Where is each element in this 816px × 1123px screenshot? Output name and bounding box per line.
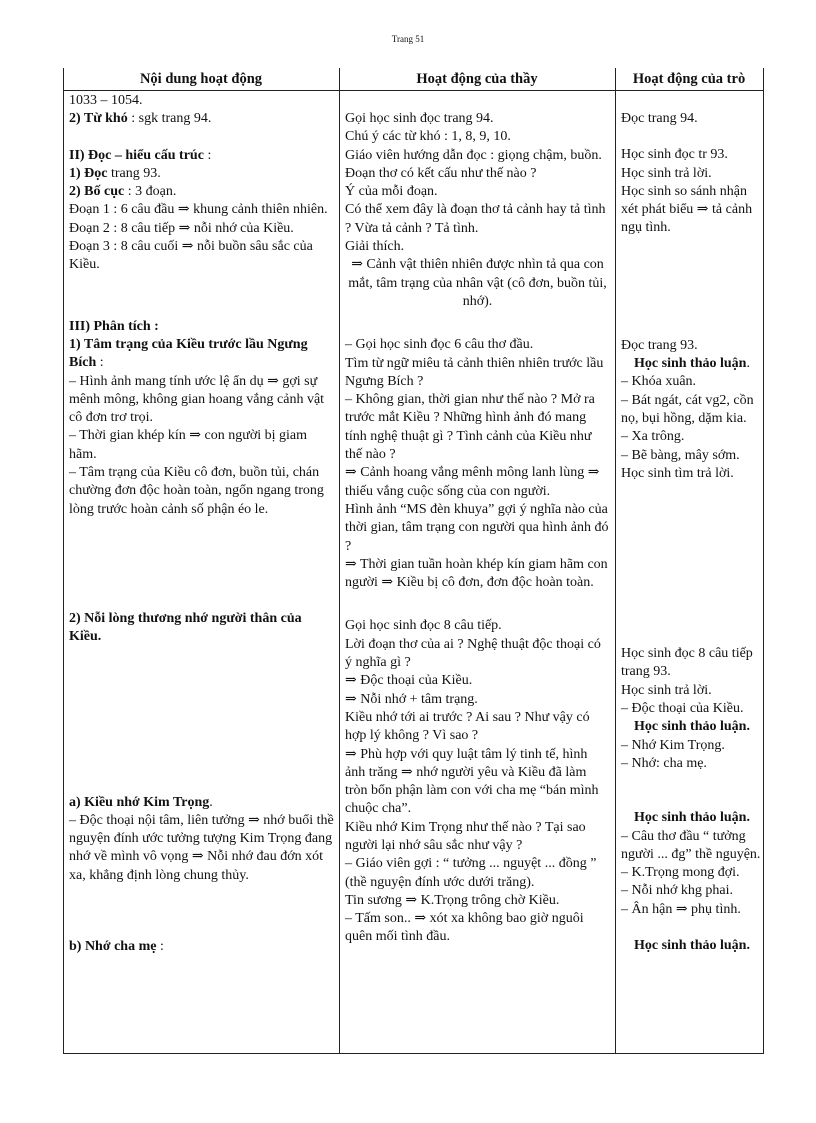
teacher-line: Tìm từ ngữ miêu tả cảnh thiên nhiên trước lầu Ngưng Bích ?: [345, 355, 604, 389]
teacher-line: Đoạn thơ có kết cấu như thế nào ?: [345, 165, 537, 181]
teacher-line: ⇒ Cảnh hoang vắng mênh mông lanh lùng ⇒ thiếu vắng cuộc sống của con người.: [345, 465, 600, 499]
read-heading: 1) Đọc: [69, 165, 108, 181]
student-line: – Nhớ: cha mẹ.: [621, 755, 707, 771]
colon: :: [159, 939, 164, 955]
column-divider-1: [339, 68, 340, 1054]
teacher-line: Có thể xem đây là đoạn thơ tả cảnh hay tả tình ? Vừa tả cảnh ? Tả tình.: [345, 202, 606, 236]
subsection-heading-2: 2) Nỗi lòng thương nhớ người thân của Kiều.: [69, 610, 302, 645]
subsection-heading-1: 1) Tâm trạng của Kiều trước lầu Ngưng Bích: [69, 336, 308, 371]
layout-text: : 3 đoạn.: [127, 184, 177, 200]
teacher-line: Kiều nhớ Kim Trọng như thế nào ? Tại sao người lại nhớ sâu sắc như vậy ?: [345, 819, 586, 853]
subsection-line: [69, 938, 335, 956]
section-heading-3: III) Phân tích :: [69, 318, 159, 334]
section-line: [69, 147, 335, 165]
student-line: Học sinh đọc 8 câu tiếp trang 93.: [621, 646, 753, 680]
header-student: Hoạt động của trò: [632, 71, 746, 87]
read-text: trang 93.: [111, 165, 161, 181]
teacher-line: Giải thích.: [345, 239, 405, 255]
vocab-heading: 2) Từ khó: [69, 111, 128, 127]
read-line: [69, 165, 335, 183]
student-line: – Bát ngát, cát vg2, cồn nọ, bụi hồng, dặm kia.: [621, 392, 754, 426]
section-heading-2: II) Đọc – hiểu cấu trúc: [69, 147, 204, 163]
student-line: – Nhớ Kim Trọng.: [621, 737, 725, 753]
subsection-heading-b: b) Nhớ cha mẹ: [69, 939, 157, 955]
teacher-line: Giáo viên hướng dẫn đọc : giọng chậm, buồn.: [345, 147, 602, 163]
teacher-line: – Tấm son.. ⇒ xót xa không bao giờ nguôi quên mối tình đầu.: [345, 911, 584, 945]
colon: :: [99, 355, 104, 371]
analysis-item: – Hình ảnh mang tính ước lệ ẩn dụ ⇒ gợi sự mênh mông, không gian hoang vắng cảnh vật cô đơn trơ trọi.: [69, 373, 325, 426]
teacher-line: Gọi học sinh đọc 8 câu tiếp.: [345, 618, 502, 634]
student-discuss: Học sinh thảo luận.: [634, 810, 750, 826]
vocab-text: : sgk trang 94.: [131, 111, 212, 127]
student-line: Học sinh tìm trả lời.: [621, 465, 734, 481]
column-divider-2: [615, 68, 616, 1054]
subsection-line: [69, 794, 335, 812]
analysis-item: – Độc thoại nội tâm, liên tưởng ⇒ nhớ buổi thề nguyện đính ước tưởng tượng Kim Trọng đang nhớ về mình vô vọng ⇒ Nỗi nhớ đau đớn xót xa, khẳng định lòng chung thủy.: [69, 812, 334, 883]
teacher-line: ⇒ Phù hợp với quy luật tâm lý tinh tế, hình ảnh trăng ⇒ nhớ người yêu và Kiều đã làm tròn bổn phận làm con với cha mẹ “bán mình chuộc cha”.: [345, 746, 599, 817]
teacher-line: ⇒ Độc thoại của Kiều.: [345, 673, 473, 689]
teacher-column: [345, 92, 610, 947]
period: .: [209, 794, 213, 810]
teacher-line: Lời đoạn thơ của ai ? Nghệ thuật độc thoại có ý nghĩa gì ?: [345, 636, 601, 671]
paragraph-2: Đoạn 2 : 8 câu tiếp ⇒ nỗi nhớ của Kiều.: [69, 220, 294, 236]
student-line: Học sinh trả lời.: [621, 682, 712, 698]
content-column: [69, 92, 335, 956]
student-line: – Độc thoại của Kiều.: [621, 701, 744, 717]
teacher-line: Chú ý các từ khó : 1, 8, 9, 10.: [345, 129, 511, 145]
lesson-table: [63, 68, 764, 1054]
student-discuss: Học sinh thảo luận: [634, 356, 747, 372]
vocab-line: [69, 110, 335, 128]
student-line: Học sinh trả lời.: [621, 165, 712, 181]
student-line: Học sinh so sánh nhận xét phát biểu ⇒ tả cảnh ngụ tình.: [621, 183, 753, 236]
layout-heading: 2) Bố cục: [69, 184, 125, 200]
student-line: – K.Trọng mong đợi.: [621, 865, 740, 881]
table-border-left: [63, 68, 64, 1054]
student-line: – Xa trông.: [621, 429, 685, 445]
student-line: Học sinh đọc tr 93.: [621, 147, 728, 163]
subsection-line: [69, 336, 335, 373]
period: .: [746, 356, 750, 372]
student-line: – Ân hận ⇒ phụ tình.: [621, 901, 741, 917]
student-line: Đọc trang 94.: [621, 111, 698, 126]
teacher-conclusion: ⇒ Cảnh vật thiên nhiên được nhìn tả qua con mắt, tâm trạng của nhân vật (cô đơn, buồn tủi, nhớ).: [348, 257, 607, 309]
teacher-line: Tin sương ⇒ K.Trọng trông chờ Kiều.: [345, 892, 560, 908]
teacher-line: Ý của mỗi đoạn.: [345, 184, 438, 200]
teacher-line: ⇒ Thời gian tuần hoàn khép kín giam hãm con người ⇒ Kiều bị cô đơn, đơn độc hoàn toàn.: [345, 556, 608, 591]
layout-line: [69, 183, 335, 201]
table-border-right: [763, 68, 764, 1054]
student-discuss: Học sinh thảo luận.: [634, 719, 750, 735]
teacher-line: – Giáo viên gợi : “ tưởng ... nguyệt ... đồng ” (thề nguyện đính ước dưới trăng).: [345, 856, 597, 890]
student-line: Đọc trang 93.: [621, 337, 698, 353]
paragraph-3: Đoạn 3 : 8 câu cuối ⇒ nỗi buồn sâu sắc của Kiều.: [69, 239, 313, 273]
page-number: Trang 51: [391, 34, 425, 44]
table-border-bottom: [63, 1053, 764, 1054]
header-divider: [63, 90, 764, 91]
teacher-line: Gọi học sinh đọc trang 94.: [345, 111, 494, 126]
header-content: Nội dung hoạt động: [139, 71, 263, 87]
text-line: 1033 – 1054.: [69, 93, 143, 108]
student-discuss-line: [621, 355, 763, 373]
student-column: [621, 92, 763, 955]
paragraph-1: Đoạn 1 : 6 câu đầu ⇒ khung cảnh thiên nhiên.: [69, 202, 328, 218]
student-line: – Khóa xuân.: [621, 374, 697, 390]
teacher-line: Kiều nhớ tới ai trước ? Ai sau ? Như vậy có hợp lý không ? Vì sao ?: [345, 709, 590, 744]
student-line: – Câu thơ đầu “ tưởng người ... đg” thề nguyện.: [621, 828, 761, 862]
teacher-line: – Gọi học sinh đọc 6 câu thơ đầu.: [345, 337, 534, 353]
colon: :: [207, 147, 212, 163]
student-line: – Bẽ bàng, mây sớm.: [621, 447, 740, 463]
teacher-line: Hình ảnh “MS đèn khuya” gợi ý nghĩa nào của thời gian, tâm trạng con người qua hình ảnh đó ?: [345, 501, 609, 554]
subsection-heading-a: a) Kiều nhớ Kim Trọng: [69, 794, 210, 810]
analysis-item: – Tâm trạng của Kiều cô đơn, buồn tủi, chán chường đơn độc hoàn toàn, ngổn ngang trong lòng trước hoàn cảnh số phận éo le.: [69, 465, 324, 517]
analysis-item: – Thời gian khép kín ⇒ con người bị giam hãm.: [69, 428, 308, 462]
teacher-line: – Không gian, thời gian như thế nào ? Mở ra trước mắt Kiều ? Những hình ảnh đó mang tính nghệ thuật gì ? Tình cảnh của Kiều như thế nào ?: [345, 392, 595, 463]
header-teacher: Hoạt động của thầy: [416, 71, 538, 87]
student-discuss: Học sinh thảo luận.: [634, 938, 750, 954]
teacher-line: ⇒ Nỗi nhớ + tâm trạng.: [345, 691, 478, 707]
student-line: – Nỗi nhớ khg phai.: [621, 883, 734, 899]
